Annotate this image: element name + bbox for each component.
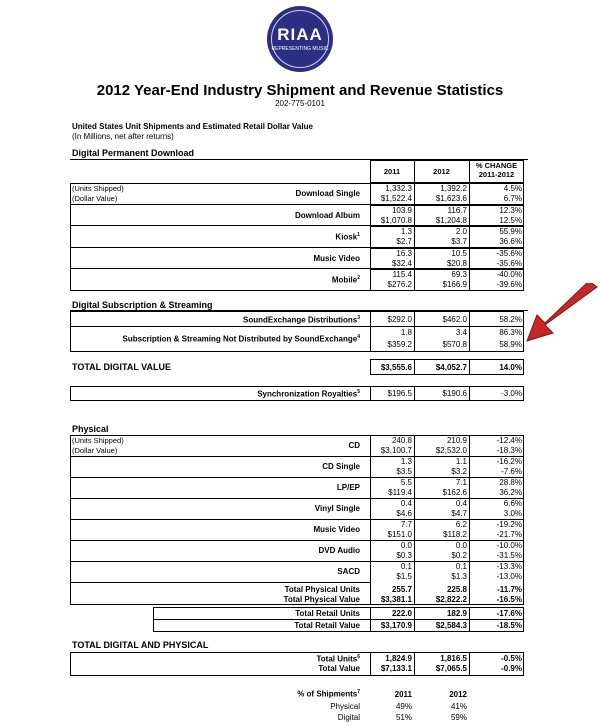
physical-row-units-2011: 5.5 — [400, 478, 412, 487]
row-divider — [70, 498, 370, 499]
shipments-pct-2011-header: 2011 — [394, 690, 412, 699]
physical-row-units-2011: 0.4 — [400, 499, 412, 508]
download-row-value-2012: $1,623.6 — [435, 194, 467, 203]
download-row-units-change: 55.9% — [499, 227, 522, 236]
download-row-units-2011: 1.3 — [400, 227, 412, 236]
col-divider — [414, 652, 415, 676]
col-divider — [469, 386, 470, 401]
download-row-label: Music Video — [313, 253, 360, 263]
physical-row-value-change: -21.7% — [496, 530, 522, 539]
col-divider — [370, 183, 371, 291]
download-row-units-2012: 1,392.2 — [440, 184, 467, 193]
physical-row-units-2012: 0.4 — [455, 499, 467, 508]
total-physical-units-label: Total Physical Units — [284, 585, 360, 594]
total-value-2012: $7,065.5 — [435, 664, 467, 673]
total-digital-change: 14.0% — [499, 363, 522, 372]
download-row-units-2011: 103.9 — [391, 205, 412, 215]
not-distributed-units-2012: 3.4 — [455, 328, 467, 337]
physical-row-units-2012: 6.2 — [455, 520, 467, 529]
total-units-2012: 1,816.5 — [440, 654, 467, 663]
header-2012: 2012 — [433, 167, 450, 176]
header-change-range: 2011-2012 — [478, 170, 515, 179]
total-physical-units-change: -11.7% — [497, 585, 522, 594]
physical-row-units-2011: 1.3 — [400, 457, 412, 466]
not-distributed-units-2011: 1.8 — [400, 328, 412, 337]
download-row-value-change: -39.6% — [496, 280, 522, 289]
sync-2011: $196.5 — [387, 389, 412, 398]
total-digital-label: TOTAL DIGITAL VALUE — [72, 362, 171, 372]
row-divider — [370, 519, 524, 520]
physical-row-units-2011: 0.0 — [400, 541, 412, 550]
total-units-label: Total Units$^6$ — [316, 654, 360, 664]
physical-units-label: (Units Shipped) — [72, 436, 124, 445]
retail-value-2011: $3,170.9 — [380, 621, 412, 630]
total-physical-value-2011: $3,381.1 — [380, 595, 412, 604]
row-divider — [370, 248, 524, 249]
physical-row-value-2012: $2,532.0 — [435, 446, 467, 455]
physical-row-units-change: 6.6% — [503, 499, 522, 508]
download-row-units-2011: 16.3 — [396, 248, 412, 258]
physical-row-value-change: -18.3% — [496, 446, 522, 455]
physical-row-units-2011: 0.1 — [400, 562, 412, 571]
physical-dollar-label: (Dollar Value) — [72, 446, 118, 455]
row-divider — [370, 561, 524, 562]
physical-row-value-change: 3.0% — [503, 509, 522, 518]
not-distributed-value-2012: $570.8 — [442, 340, 467, 349]
physical-row-value-2011: $4.6 — [396, 509, 412, 518]
row-divider — [370, 456, 524, 457]
physical-row-value-change: -13.0% — [496, 572, 522, 581]
soundexchange-label: SoundExchange Distributions$^3$ — [242, 315, 360, 325]
download-row-label: Mobile$^2$ — [331, 275, 360, 285]
red-arrow-icon — [523, 283, 600, 345]
physical-row-units-2011: 240.8 — [391, 436, 412, 445]
total-value-2011: $7,133.1 — [380, 664, 412, 673]
total-physical-units-2012: 225.8 — [446, 585, 467, 594]
header-2011: 2011 — [383, 167, 401, 176]
retail-value-label: Total Retail Value — [294, 621, 360, 630]
download-row-value-change: 12.5% — [499, 215, 522, 225]
total-physical-value-label: Total Physical Value — [283, 595, 360, 604]
download-row-label: Download Album — [294, 210, 360, 220]
row-divider — [70, 326, 524, 327]
shipments-pct-label: % of Shipments$^7$ — [297, 689, 360, 699]
physical-row-value-2011: $3.5 — [396, 467, 412, 476]
shipments-pct-2012-header: 2012 — [449, 690, 467, 699]
physical-row-label: SACD — [337, 567, 360, 576]
physical-row-label: LP/EP — [336, 483, 360, 492]
section-heading-download: Digital Permanent Download — [72, 148, 195, 158]
physical-row-value-change: -7.6% — [501, 467, 522, 476]
row-divider — [70, 477, 370, 478]
physical-row-units-change: -12.4% — [496, 436, 522, 445]
sync-change: -3.0% — [501, 389, 522, 398]
not-distributed-value-change: 58.9% — [499, 340, 522, 349]
header-change: % CHANGE — [475, 161, 518, 170]
download-row-units-change: 4.5% — [503, 184, 522, 193]
physical-row-units-2012: 0.0 — [455, 541, 467, 550]
download-row-value-2012: $166.9 — [442, 280, 467, 289]
physical-row-value-change: -31.5% — [496, 551, 522, 560]
col-divider — [414, 359, 415, 375]
download-row-units-2012: 69.3 — [451, 270, 467, 279]
physical-row-value-change: 36.2% — [499, 488, 522, 497]
physical-row-label: CD — [348, 441, 360, 450]
physical-row-units-2012: 210.9 — [446, 436, 467, 445]
shipments-physical-2011: 49% — [395, 702, 412, 711]
col-divider — [370, 311, 371, 352]
download-row-label: Download Single — [295, 189, 360, 198]
download-row-value-change: 6.7% — [503, 194, 522, 203]
download-row-units-2012: 2.0 — [455, 227, 467, 236]
not-distributed-value-2011: $359.2 — [387, 340, 412, 349]
physical-row-value-2011: $151.0 — [387, 530, 412, 539]
col-divider — [370, 435, 371, 605]
soundexchange-2012: $462.0 — [442, 315, 467, 324]
total-digital-2011: $3,555.6 — [380, 363, 412, 372]
download-row-value-2011: $1,070.8 — [380, 215, 412, 225]
not-distributed-label: Subscription & Streaming Not Distributed by SoundExchange$^4$ — [122, 334, 360, 344]
row-divider — [70, 456, 370, 457]
shipments-physical-label: Physical — [330, 702, 360, 711]
retail-value-change: -18.5% — [496, 621, 522, 630]
download-row-value-2011: $1,522.4 — [380, 194, 412, 203]
shipments-digital-2012: 59% — [450, 713, 467, 722]
intro-line-1: United States Unit Shipments and Estimated Retail Dollar Value — [72, 122, 313, 131]
retail-units-change: -17.6% — [496, 609, 522, 618]
physical-row-value-2011: $119.4 — [388, 488, 412, 497]
total-value-change: -0.9% — [501, 664, 522, 673]
retail-units-2012: 182.9 — [446, 609, 467, 618]
col-divider — [469, 435, 470, 605]
col-divider — [414, 311, 415, 352]
row-divider — [370, 226, 524, 227]
dollar-value-label: (Dollar Value) — [72, 194, 118, 203]
physical-row-label: Vinyl Single — [314, 504, 360, 513]
page-title: 2012 Year-End Industry Shipment and Revenue Statistics — [96, 82, 504, 99]
physical-row-units-change: -13.3% — [496, 562, 522, 571]
physical-row-label: DVD Audio — [318, 546, 360, 555]
shipments-digital-label: Digital — [337, 713, 360, 722]
physical-row-value-2012: $3.2 — [451, 467, 467, 476]
section-heading-subscription: Digital Subscription & Streaming — [72, 300, 213, 310]
physical-row-value-2011: $1.5 — [396, 572, 412, 581]
row-divider — [70, 582, 370, 583]
physical-row-value-2012: $162.6 — [442, 488, 467, 497]
total-physical-units-2011: 255.7 — [391, 585, 412, 594]
units-shipped-label: (Units Shipped) — [72, 184, 124, 193]
col-divider — [414, 386, 415, 401]
download-row-units-change: -35.6% — [496, 248, 522, 258]
download-row-units-change: -40.0% — [496, 270, 522, 279]
download-row-units-2012: 10.5 — [451, 248, 467, 258]
soundexchange-2011: $292.0 — [387, 315, 412, 324]
row-divider — [70, 561, 370, 562]
physical-row-value-2011: $0.3 — [396, 551, 412, 560]
physical-row-value-2012: $1.3 — [451, 572, 467, 581]
download-row-units-2011: 1,332.3 — [385, 184, 412, 193]
physical-row-units-2012: 0.1 — [455, 562, 467, 571]
retail-units-2011: 222.0 — [391, 609, 412, 618]
download-row-label: Kiosk$^1$ — [335, 232, 360, 242]
row-divider — [70, 519, 370, 520]
download-row-units-2011: 115.4 — [392, 270, 412, 279]
total-units-2011: 1,824.9 — [385, 654, 412, 663]
not-distributed-units-change: 86.3% — [499, 328, 522, 337]
physical-row-value-2011: $3,100.7 — [380, 446, 412, 455]
download-row-value-change: 36.6% — [499, 237, 522, 246]
row-divider — [370, 540, 524, 541]
row-divider — [370, 269, 524, 270]
shipments-physical-2012: 41% — [450, 702, 467, 711]
col-divider — [469, 359, 470, 375]
intro-line-2: (In Millions, net after returns) — [72, 132, 174, 141]
physical-row-label: CD Single — [322, 462, 360, 471]
total-value-label: Total Value — [318, 664, 360, 673]
physical-row-label: Music Video — [313, 525, 360, 534]
physical-row-units-2012: 1.1 — [455, 457, 467, 466]
logo-tagline: REPRESENTING MUSIC — [271, 46, 329, 52]
total-units-change: -0.5% — [501, 654, 522, 663]
total-physical-value-change: -16.5% — [496, 595, 522, 604]
download-row-value-2011: $276.2 — [387, 280, 412, 289]
row-divider — [153, 619, 524, 620]
section-heading-physical: Physical — [72, 424, 109, 434]
phone-number: 202-775-0101 — [275, 99, 325, 108]
physical-row-value-2012: $118.2 — [443, 530, 467, 539]
download-row-value-2012: $3.7 — [451, 237, 467, 246]
total-physical-value-2012: $2,822.2 — [435, 595, 467, 604]
shipments-digital-2011: 51% — [395, 713, 412, 722]
sync-2012: $190.6 — [442, 389, 467, 398]
col-divider — [469, 652, 470, 676]
download-row-value-2011: $2.7 — [396, 237, 412, 246]
logo-text: RIAA — [277, 25, 323, 44]
download-row-units-change: 12.3% — [499, 205, 522, 215]
col-divider — [414, 435, 415, 605]
download-row-value-2012: $1,204.8 — [435, 215, 467, 225]
riaa-logo — [267, 6, 333, 72]
physical-row-value-2012: $0.2 — [451, 551, 467, 560]
retail-value-2012: $2,584.3 — [435, 621, 467, 630]
retail-units-label: Total Retail Units — [295, 609, 360, 618]
download-row-value-2012: $20.8 — [446, 258, 467, 268]
download-row-value-change: -35.6% — [496, 258, 522, 268]
physical-row-units-change: -10.0% — [496, 541, 522, 550]
download-row-units-2012: 116.7 — [447, 205, 467, 215]
physical-row-units-2012: 7.1 — [455, 478, 467, 487]
physical-row-value-2012: $4.7 — [451, 509, 467, 518]
col-divider — [370, 386, 371, 401]
section-heading-total: TOTAL DIGITAL AND PHYSICAL — [72, 640, 209, 650]
row-divider — [70, 540, 370, 541]
physical-row-units-change: -16.2% — [496, 457, 522, 466]
soundexchange-change: 58.2% — [499, 315, 522, 324]
download-row-value-2011: $32.4 — [391, 258, 412, 268]
row-divider — [370, 477, 524, 478]
physical-row-units-2011: 7.7 — [400, 520, 412, 529]
col-divider — [370, 652, 371, 676]
row-divider — [370, 205, 524, 206]
sync-label: Synchronization Royalties$^5$ — [257, 389, 360, 399]
row-divider — [370, 498, 524, 499]
col-divider — [469, 311, 470, 352]
physical-row-units-change: -19.2% — [496, 520, 522, 529]
total-digital-2012: $4,052.7 — [435, 363, 467, 372]
physical-row-units-change: 28.8% — [499, 478, 522, 487]
